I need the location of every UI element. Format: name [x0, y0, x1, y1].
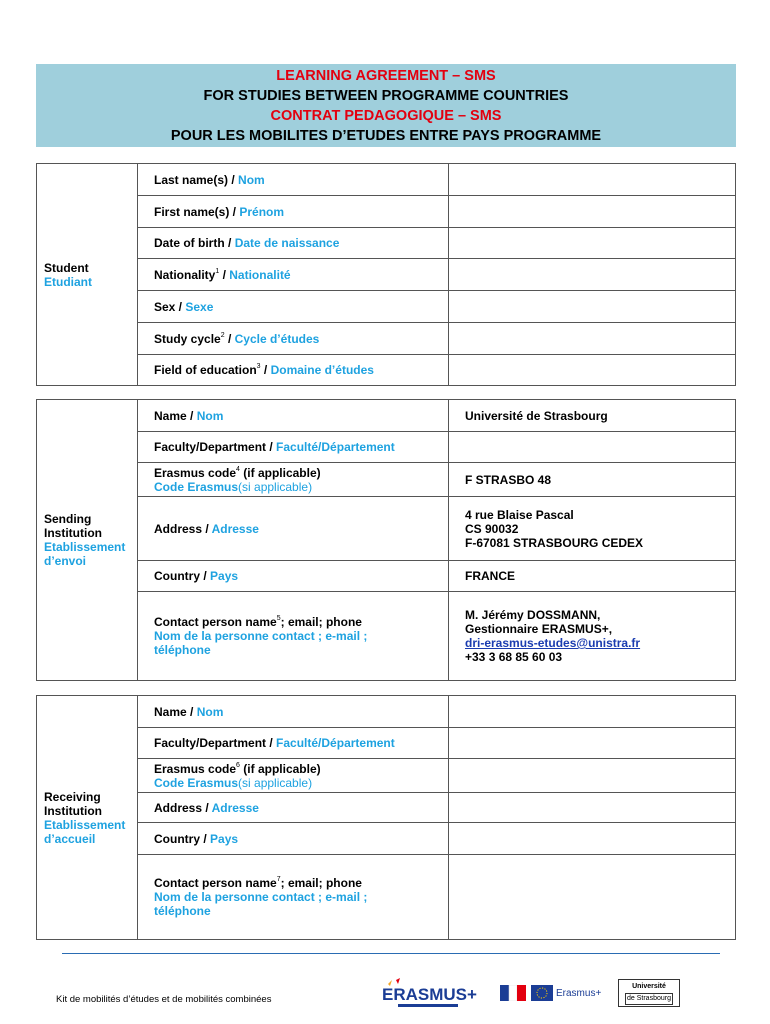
receiving-contact-value[interactable]: [449, 855, 736, 940]
svg-text:ERASMUS+: ERASMUS+: [382, 985, 477, 1004]
field-label: First name(s) / Prénom: [138, 196, 449, 228]
field-value-field-of-education[interactable]: [449, 355, 736, 386]
sending-address-value[interactable]: 4 rue Blaise Pascal CS 90032 F-67081 STRASBOURG CEDEX: [449, 497, 736, 561]
french-republic-flag-icon: [500, 985, 526, 1001]
field-value-last-name[interactable]: [449, 164, 736, 196]
field-label: Country / Pays: [138, 561, 449, 592]
receiving-code-value[interactable]: [449, 759, 736, 793]
footer-divider: [62, 953, 720, 954]
header-subtitle-fr: POUR LES MOBILITES D’ETUDES ENTRE PAYS PROGRAMME: [170, 128, 602, 144]
field-label: Field of education$^3$ / Domaine d’études: [138, 355, 449, 386]
side-label-fr: Etudiant: [44, 274, 92, 289]
receiving-faculty-value[interactable]: [449, 728, 736, 759]
sending-name-value[interactable]: Université de Strasbourg: [449, 400, 736, 432]
field-label: Sex / Sexe: [138, 291, 449, 323]
field-label: Address / Adresse: [138, 497, 449, 561]
field-label: Date of birth / Date de naissance: [138, 228, 449, 259]
field-value-first-name[interactable]: [449, 196, 736, 228]
header-title-fr: CONTRAT PEDAGOGIQUE – SMS: [270, 108, 502, 124]
sending-institution-table: [36, 399, 736, 681]
receiving-country-value[interactable]: [449, 823, 736, 855]
eu-erasmus-label: Erasmus+: [556, 988, 602, 999]
field-label: Contact person name$^5$; email; phone Nom de la personne contact ; e-mail ; téléphone: [138, 592, 449, 681]
email-link[interactable]: dri-erasmus-etudes@unistra.fr: [465, 636, 641, 650]
header-subtitle-en: FOR STUDIES BETWEEN PROGRAMME COUNTRIES: [203, 88, 569, 104]
footer-text: Kit de mobilités d’études et de mobilités combinées: [56, 994, 272, 1005]
sending-faculty-value[interactable]: [449, 432, 736, 463]
receiving-name-value[interactable]: [449, 696, 736, 728]
field-label: Name / Nom: [138, 400, 449, 432]
receiving-institution-table: [36, 695, 736, 940]
student-side-label: [37, 164, 138, 386]
side-label-en: Student: [44, 260, 89, 275]
field-label: Country / Pays: [138, 823, 449, 855]
sending-country-value[interactable]: FRANCE: [449, 561, 736, 592]
field-label: Study cycle$^2$ / Cycle d’études: [138, 323, 449, 355]
field-label: Name / Nom: [138, 696, 449, 728]
field-label: Faculty/Department / Faculté/Département: [138, 728, 449, 759]
field-label: Address / Adresse: [138, 793, 449, 823]
field-label: Faculty/Department / Faculté/Département: [138, 432, 449, 463]
erasmus-plus-logo: [378, 976, 493, 1015]
eu-flag-icon: [531, 985, 553, 1001]
field-label: Last name(s) / Nom: [138, 164, 449, 196]
receiving-address-value[interactable]: [449, 793, 736, 823]
field-value-date-of-birth[interactable]: [449, 228, 736, 259]
field-label: Erasmus code$^6$ (if applicable) Code Erasmus(si applicable): [138, 759, 449, 793]
university-strasbourg-logo: Université de Strasbourg: [618, 979, 680, 1007]
field-label: Erasmus code$^4$ (if applicable) Code Erasmus(si applicable): [138, 463, 449, 497]
field-label: Nationality$^1$ / Nationalité: [138, 259, 449, 291]
document-header: [36, 64, 736, 147]
sending-side-label: Sending Institution Etablissement d’envoi: [37, 400, 138, 681]
field-value-study-cycle[interactable]: [449, 323, 736, 355]
student-table: [36, 163, 736, 386]
sending-contact-value[interactable]: M. Jérémy DOSSMANN, Gestionnaire ERASMUS+, dri-erasmus-etudes@unistra.fr +33 3 68 85 60 03: [449, 592, 736, 681]
field-value-sex[interactable]: [449, 291, 736, 323]
field-label: Contact person name$^7$; email; phone Nom de la personne contact ; e-mail ; téléphone: [138, 855, 449, 940]
field-value-nationality[interactable]: [449, 259, 736, 291]
receiving-side-label: Receiving Institution Etablissement d’accueil: [37, 696, 138, 940]
header-title-en: LEARNING AGREEMENT – SMS: [276, 68, 496, 84]
sending-code-value[interactable]: F STRASBO 48: [449, 463, 736, 497]
